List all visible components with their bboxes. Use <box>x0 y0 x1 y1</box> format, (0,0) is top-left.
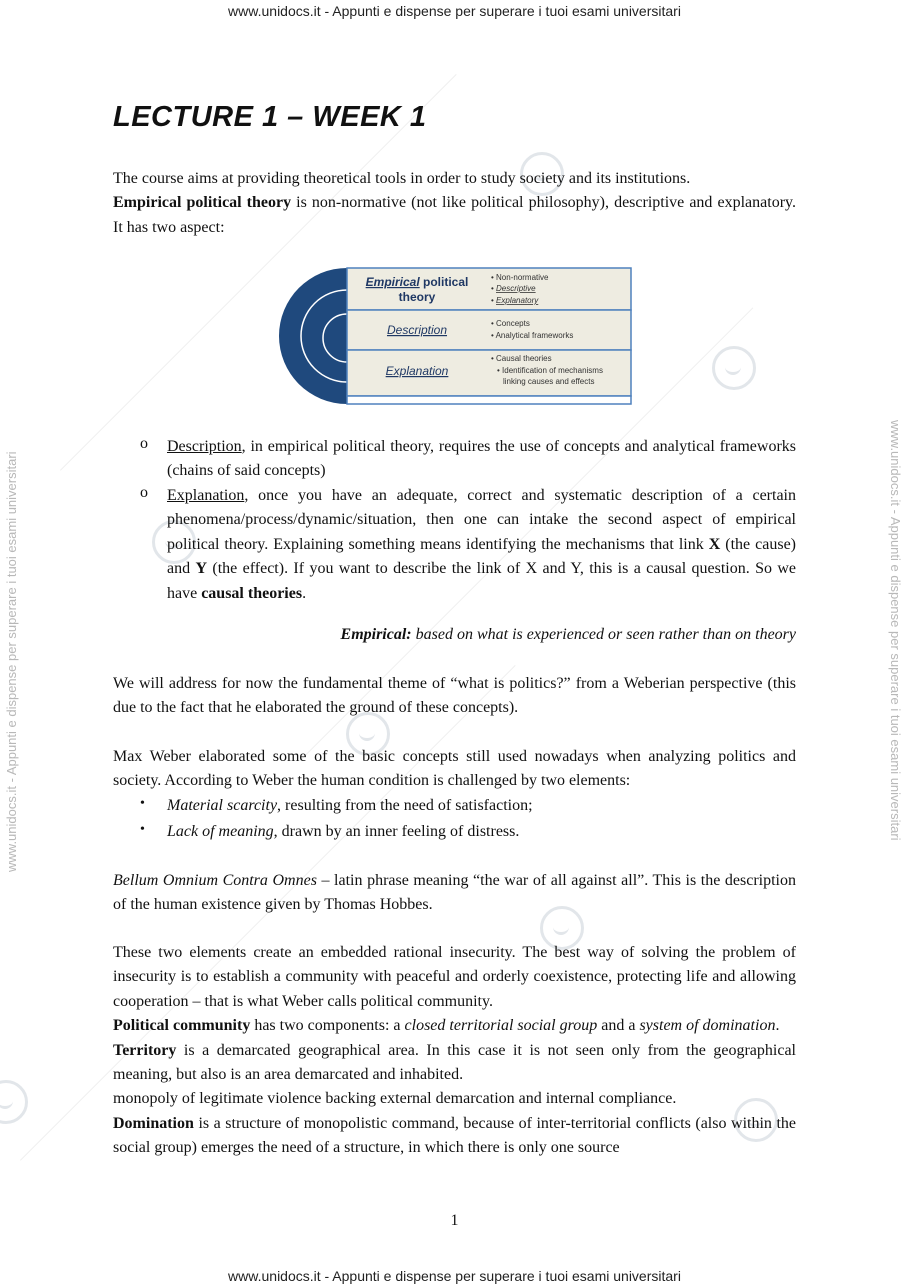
paragraph-max-weber: Max Weber elaborated some of the basic concepts still used nowadays when analyzing politics and society. According to Weber the human condition is challenged by two elements: <box>113 748 796 790</box>
diagram-title-theory: theory <box>398 290 436 304</box>
diagram-bullet: Non-normative <box>496 273 549 282</box>
svg-text:• Non-normative: • Non-normative <box>491 273 549 282</box>
page-number: 1 <box>450 1212 459 1229</box>
list-item-description: Description, in empirical political theory, requires the use of concepts and analytical frameworks (chains of said concepts) <box>167 438 796 480</box>
diagram-bullet: Concepts <box>496 319 530 328</box>
svg-text:• Analytical frameworks: • Analytical frameworks <box>491 331 574 340</box>
diagram-bullet: Explanatory <box>496 296 539 305</box>
watermark-side-left: www.unidocs.it - Appunti e dispense per superare i tuoi esami universitari <box>4 451 19 872</box>
watermark-logo-icon <box>712 346 756 390</box>
empirical-theory-diagram <box>279 266 633 406</box>
diagram-bullet: Descriptive <box>496 284 536 293</box>
svg-text:• Descriptive: • Descriptive <box>491 284 536 293</box>
diagram-bullet: Analytical frameworks <box>495 331 574 340</box>
watermark-logo-icon <box>0 1080 28 1124</box>
list-marker: o <box>140 435 148 452</box>
list-item-scarcity: Material scarcity, resulting from the need of satisfaction; <box>167 797 533 814</box>
diagram-sub-bullet: Identification of mechanisms <box>502 366 603 375</box>
diagram-title-explanation: Explanation <box>385 364 449 378</box>
svg-text:• Identification of mechanisms: • Identification of mechanisms <box>497 366 603 375</box>
diagram-title-empirical: Empirical <box>365 275 420 289</box>
paragraph-hobbes: Bellum Omnium Contra Omnes – latin phrase meaning “the war of all against all”. This is the description of the human existence given by Thomas Hobbes. <box>113 872 796 914</box>
svg-text:• Explanatory: • Explanatory <box>491 296 539 305</box>
diagram-title-political: political <box>419 275 469 289</box>
svg-text:• Concepts: • Concepts <box>491 319 530 328</box>
diagram-bullet: Causal theories <box>496 354 552 363</box>
bullet-marker: • <box>140 822 145 837</box>
diagram-navy-arc <box>279 268 347 404</box>
paragraph-insecurity: These two elements create an embedded rational insecurity. The best way of solving the problem of insecurity is to establish a community with peaceful and orderly coexistence, protecting life and allowing cooperation – that is what Weber calls political community. Political community has two components: a closed territorial social group and a system of domination. Territory is a demarcated geographical area. In this case it is not seen only from the geographical meaning, but also is an area demarcated and inhabited. monopoly of legitimate violence backing external demarcation and internal compliance. Domination is a structure of monopolistic command, because of inter-territorial conflicts (also within the social group) emerges the need of a structure, in which there is only one source <box>113 944 796 1157</box>
list-marker: o <box>140 484 148 501</box>
svg-text:Empirical political <box>366 275 469 289</box>
diagram-title-description: Description <box>386 323 448 337</box>
svg-text:• Causal theories: • Causal theories <box>491 354 552 363</box>
diagram-sub-bullet: linking causes and effects <box>503 377 595 386</box>
bullet-marker: • <box>140 796 145 811</box>
list-item-explanation: Explanation, once you have an adequate, correct and systematic description of a certain phenomena/process/dynamic/situation, then one can intake the second aspect of empirical political theory. Explaining something means identifying the mechanisms that link X (the cause) and Y (the effect). If you want to describe the link of X and Y, this is a causal question. So we have causal theories. <box>167 487 797 602</box>
intro-paragraph: The course aims at providing theoretical tools in order to study society and its institutions. Empirical political theory is non-normative (not like political philosophy), descriptive and explanatory. It has two aspect: <box>113 170 796 236</box>
watermark-header: www.unidocs.it - Appunti e dispense per superare i tuoi esami universitari <box>228 3 681 19</box>
list-item-meaning: Lack of meaning, drawn by an inner feeling of distress. <box>167 823 520 840</box>
watermark-footer: www.unidocs.it - Appunti e dispense per superare i tuoi esami universitari <box>228 1268 681 1284</box>
watermark-side-right: www.unidocs.it - Appunti e dispense per superare i tuoi esami universitari <box>888 420 903 841</box>
diagram-base-row <box>347 396 631 404</box>
paragraph-weberian: We will address for now the fundamental theme of “what is politics?” from a Weberian perspective (this due to the fact that he elaborated the ground of these concepts). <box>113 675 796 717</box>
page-title: LECTURE 1 – WEEK 1 <box>113 101 427 133</box>
definition-empirical: Empirical: based on what is experienced or seen rather than on theory <box>340 626 796 643</box>
